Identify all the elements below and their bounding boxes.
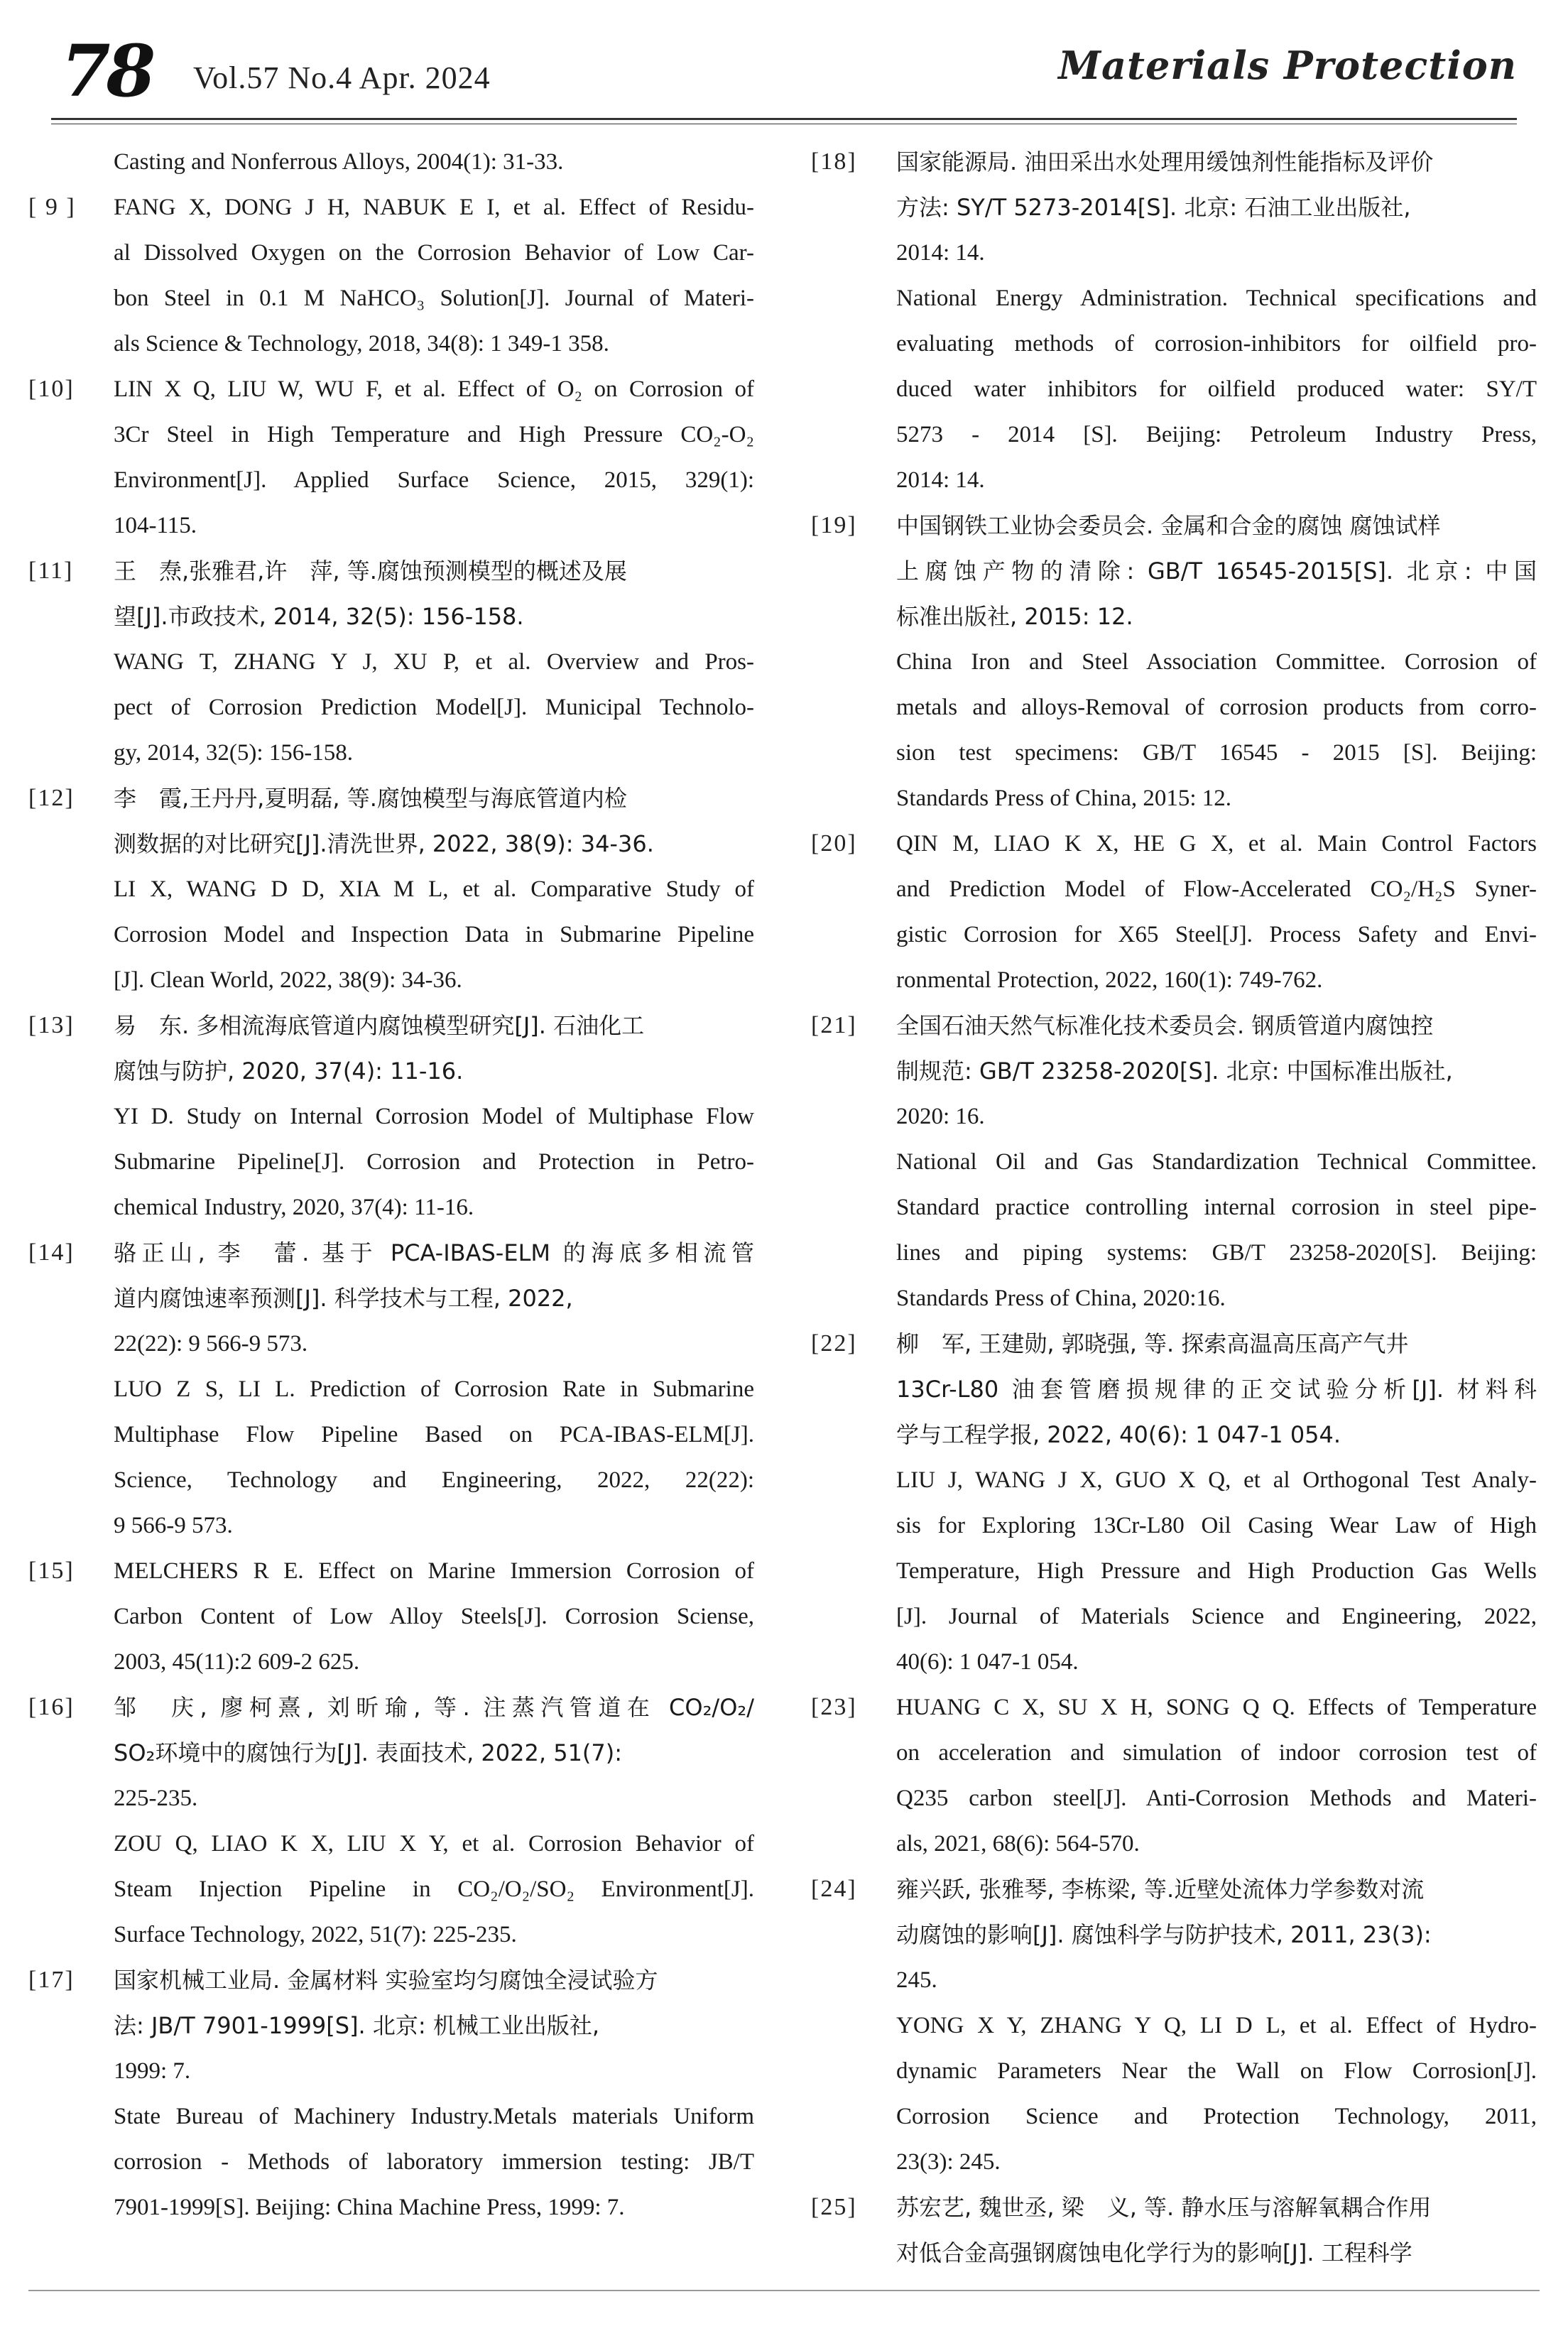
reference-entry xyxy=(28,1685,754,1957)
reference-number: [12] xyxy=(28,785,75,811)
reference-entry xyxy=(811,1867,1537,2185)
reference-line: duced water inhibitors for oilfield produced water: SY/T xyxy=(896,376,1537,402)
reference-line: 邹 庆, 廖柯熹, 刘昕瑜, 等. 注蒸汽管道在 CO₂/O₂/ xyxy=(114,1694,754,1721)
reference-entry xyxy=(811,503,1537,821)
reference-line: 李 霞,王丹丹,夏明磊, 等.腐蚀模型与海底管道内检 xyxy=(114,785,627,812)
reference-line: Multiphase Flow Pipeline Based on PCA-IBAS-ELM[J]. xyxy=(114,1422,754,1447)
reference-column-left xyxy=(28,139,754,2230)
reference-line: YI D. Study on Internal Corrosion Model of Multiphase Flow xyxy=(114,1104,754,1129)
reference-line: 骆正山, 李 蕾. 基于 PCA-IBAS-ELM 的海底多相流管 xyxy=(114,1239,754,1266)
reference-line: 2020: 16. xyxy=(896,1104,985,1129)
reference-number: [14] xyxy=(28,1239,75,1266)
reference-line: chemical Industry, 2020, 37(4): 11-16. xyxy=(114,1195,474,1220)
reference-line: 7901-1999[S]. Beijing: China Machine Press, 1999: 7. xyxy=(114,2195,625,2220)
reference-line: LIN X Q, LIU W, WU F, et al. Effect of O₂ on Corrosion of xyxy=(114,376,754,402)
reference-number: [16] xyxy=(28,1694,75,1720)
reference-entry xyxy=(28,139,754,185)
reference-line: 标准出版社, 2015: 12. xyxy=(896,603,1133,630)
reference-number: [20] xyxy=(811,830,857,857)
reference-line: 104-115. xyxy=(114,513,197,538)
reference-number: [25] xyxy=(811,2194,857,2220)
page-header xyxy=(51,28,1517,121)
reference-line: Q235 carbon steel[J]. Anti-Corrosion Methods and Materi- xyxy=(896,1786,1537,1811)
reference-line: bon Steel in 0.1 M NaHCO₃ Solution[J]. Journal of Materi- xyxy=(114,286,754,311)
reference-line: als, 2021, 68(6): 564-570. xyxy=(896,1831,1140,1857)
reference-line: sion test specimens: GB/T 16545 - 2015 [S]. Beijing: xyxy=(896,740,1537,766)
reference-line: corrosion - Methods of laboratory immersion testing: JB/T xyxy=(114,2149,754,2175)
reference-entry xyxy=(811,1003,1537,1321)
reference-line: 方法: SY/T 5273-2014[S]. 北京: 石油工业出版社, xyxy=(896,194,1411,221)
reference-number: [10] xyxy=(28,376,75,402)
reference-number: [23] xyxy=(811,1694,857,1720)
reference-line: Standards Press of China, 2020:16. xyxy=(896,1286,1226,1311)
reference-number: [21] xyxy=(811,1012,857,1038)
reference-line: 动腐蚀的影响[J]. 腐蚀科学与防护技术, 2011, 23(3): xyxy=(896,1921,1432,1948)
reference-entry xyxy=(28,548,754,776)
reference-line: 腐蚀与防护, 2020, 37(4): 11-16. xyxy=(114,1058,464,1085)
header-rule xyxy=(51,118,1517,120)
reference-line: Steam Injection Pipeline in CO₂/O₂/SO₂ Environment[J]. xyxy=(114,1876,754,1902)
reference-number: [17] xyxy=(28,1967,75,1993)
reference-line: pect of Corrosion Prediction Model[J]. Municipal Technolo- xyxy=(114,695,754,720)
reference-line: 中国钢铁工业协会委员会. 金属和合金的腐蚀 腐蚀试样 xyxy=(896,512,1441,539)
reference-line: metals and alloys-Removal of corrosion products from corro- xyxy=(896,695,1537,720)
reference-entry xyxy=(811,1321,1537,1685)
reference-number: [22] xyxy=(811,1330,857,1357)
reference-line: 245. xyxy=(896,1967,937,1993)
reference-line: 上腐蚀产物的清除: GB/T 16545-2015[S]. 北京: 中国 xyxy=(896,558,1537,585)
journal-name: Materials Protection xyxy=(1058,43,1517,88)
reference-line: 法: JB/T 7901-1999[S]. 北京: 机械工业出版社, xyxy=(114,2012,600,2039)
reference-number: [11] xyxy=(28,558,74,584)
reference-line: 易 东. 多相流海底管道内腐蚀模型研究[J]. 石油化工 xyxy=(114,1012,645,1039)
reference-line: LIU J, WANG J X, GUO X Q, et al Orthogonal Test Analy- xyxy=(896,1467,1537,1493)
reference-line: Corrosion Model and Inspection Data in Submarine Pipeline xyxy=(114,922,754,947)
reference-line: als Science & Technology, 2018, 34(8): 1 349-1 358. xyxy=(114,331,609,357)
reference-number: [15] xyxy=(28,1558,75,1584)
reference-line: 全国石油天然气标准化技术委员会. 钢质管道内腐蚀控 xyxy=(896,1012,1434,1039)
reference-number: [19] xyxy=(811,512,857,538)
reference-line: YONG X Y, ZHANG Y Q, LI D L, et al. Effect of Hydro- xyxy=(896,2013,1537,2038)
reference-line: Environment[J]. Applied Surface Science, 2015, 329(1): xyxy=(114,467,754,493)
reference-entry xyxy=(811,139,1537,503)
reference-line: LUO Z S, LI L. Prediction of Corrosion Rate in Submarine xyxy=(114,1376,754,1402)
footer-rule xyxy=(28,2290,1540,2291)
issue-info: Vol.57 No.4 Apr. 2024 xyxy=(193,60,491,95)
reference-number: [24] xyxy=(811,1876,857,1902)
reference-entry xyxy=(28,1548,754,1685)
reference-line: Surface Technology, 2022, 51(7): 225-235. xyxy=(114,1922,517,1947)
reference-line: FANG X, DONG J H, NABUK E I, et al. Effect of Residu- xyxy=(114,195,754,220)
reference-line: WANG T, ZHANG Y J, XU P, et al. Overview and Pros- xyxy=(114,649,754,675)
reference-line: ZOU Q, LIAO K X, LIU X Y, et al. Corrosion Behavior of xyxy=(114,1831,754,1857)
reference-line: 柳 军, 王建勋, 郭晓强, 等. 探索高温高压高产气井 xyxy=(896,1330,1409,1357)
reference-line: 2003, 45(11):2 609-2 625. xyxy=(114,1649,360,1675)
reference-entry xyxy=(811,2185,1537,2276)
reference-line: 2014: 14. xyxy=(896,240,985,266)
page-number: 78 xyxy=(61,29,152,113)
reference-line: evaluating methods of corrosion-inhibitors for oilfield pro- xyxy=(896,331,1537,357)
reference-line: 道内腐蚀速率预测[J]. 科学技术与工程, 2022, xyxy=(114,1285,573,1312)
reference-line: gy, 2014, 32(5): 156-158. xyxy=(114,740,353,766)
reference-line: China Iron and Steel Association Committee. Corrosion of xyxy=(896,649,1537,675)
reference-column-right xyxy=(811,139,1537,2276)
reference-line: and Prediction Model of Flow-Accelerated CO₂/H₂S Syner- xyxy=(896,876,1537,902)
reference-entry xyxy=(28,1230,754,1548)
reference-line: Standards Press of China, 2015: 12. xyxy=(896,786,1232,811)
reference-line: 23(3): 245. xyxy=(896,2149,1001,2175)
reference-line: QIN M, LIAO K X, HE G X, et al. Main Control Factors xyxy=(896,831,1537,857)
reference-line: dynamic Parameters Near the Wall on Flow Corrosion[J]. xyxy=(896,2058,1537,2084)
reference-line: 制规范: GB/T 23258-2020[S]. 北京: 中国标准出版社, xyxy=(896,1058,1453,1085)
reference-line: National Energy Administration. Technical specifications and xyxy=(896,286,1537,311)
reference-line: State Bureau of Machinery Industry.Metals materials Uniform xyxy=(114,2104,754,2129)
reference-line: 22(22): 9 566-9 573. xyxy=(114,1331,308,1357)
reference-number: [13] xyxy=(28,1012,75,1038)
reference-line: 9 566-9 573. xyxy=(114,1513,233,1538)
reference-line: National Oil and Gas Standardization Technical Committee. xyxy=(896,1149,1537,1175)
reference-line: LI X, WANG D D, XIA M L, et al. Comparative Study of xyxy=(114,876,754,902)
reference-line: 雍兴跃, 张雅琴, 李栋梁, 等.近壁处流体力学参数对流 xyxy=(896,1876,1425,1903)
reference-line: 测数据的对比研究[J].清洗世界, 2022, 38(9): 34-36. xyxy=(114,830,654,857)
reference-line: MELCHERS R E. Effect on Marine Immersion Corrosion of xyxy=(114,1558,754,1584)
reference-line: 国家能源局. 油田采出水处理用缓蚀剂性能指标及评价 xyxy=(896,148,1434,175)
reference-line: 13Cr-L80 油套管磨损规律的正交试验分析[J]. 材料科 xyxy=(896,1376,1537,1403)
reference-number: [ 9 ] xyxy=(28,194,76,220)
reference-entry xyxy=(28,1003,754,1230)
reference-line: 望[J].市政技术, 2014, 32(5): 156-158. xyxy=(114,603,524,630)
reference-line: Carbon Content of Low Alloy Steels[J]. Corrosion Sciense, xyxy=(114,1604,754,1629)
reference-line: 国家机械工业局. 金属材料 实验室均匀腐蚀全浸试验方 xyxy=(114,1967,658,1994)
reference-number: [18] xyxy=(811,148,857,175)
reference-line: ronmental Protection, 2022, 160(1): 749-762. xyxy=(896,967,1323,993)
reference-line: gistic Corrosion for X65 Steel[J]. Process Safety and Envi- xyxy=(896,922,1537,947)
reference-line: 学与工程学报, 2022, 40(6): 1 047-1 054. xyxy=(896,1421,1341,1448)
reference-line: HUANG C X, SU X H, SONG Q Q. Effects of Temperature xyxy=(896,1695,1537,1720)
reference-line: al Dissolved Oxygen on the Corrosion Behavior of Low Car- xyxy=(114,240,754,266)
reference-entry xyxy=(28,776,754,1003)
reference-line: lines and piping systems: GB/T 23258-2020[S]. Beijing: xyxy=(896,1240,1537,1266)
reference-line: Corrosion Science and Protection Technology, 2011, xyxy=(896,2104,1537,2129)
reference-line: 对低合金高强钢腐蚀电化学行为的影响[J]. 工程科学 xyxy=(896,2239,1412,2266)
reference-line: 2014: 14. xyxy=(896,467,985,493)
reference-line: Science, Technology and Engineering, 2022, 22(22): xyxy=(114,1467,754,1493)
reference-line: Submarine Pipeline[J]. Corrosion and Protection in Petro- xyxy=(114,1149,754,1175)
reference-entry xyxy=(28,185,754,366)
reference-line: Standard practice controlling internal corrosion in steel pipe- xyxy=(896,1195,1537,1220)
reference-line: sis for Exploring 13Cr-L80 Oil Casing Wear Law of High xyxy=(896,1513,1537,1538)
reference-line: SO₂环境中的腐蚀行为[J]. 表面技术, 2022, 51(7): xyxy=(114,1739,623,1766)
reference-line: Casting and Nonferrous Alloys, 2004(1): 31-33. xyxy=(114,149,564,175)
reference-line: [J]. Journal of Materials Science and Engineering, 2022, xyxy=(896,1604,1537,1629)
reference-line: 苏宏艺, 魏世丞, 梁 义, 等. 静水压与溶解氧耦合作用 xyxy=(896,2194,1432,2221)
reference-line: 1999: 7. xyxy=(114,2058,191,2084)
reference-entry xyxy=(28,1957,754,2230)
reference-entry xyxy=(811,821,1537,1003)
reference-entry xyxy=(811,1685,1537,1867)
reference-line: 40(6): 1 047-1 054. xyxy=(896,1649,1079,1675)
reference-line: [J]. Clean World, 2022, 38(9): 34-36. xyxy=(114,967,462,993)
reference-line: 5273 - 2014 [S]. Beijing: Petroleum Industry Press, xyxy=(896,422,1537,447)
reference-entry xyxy=(28,366,754,548)
reference-line: 王 焘,张雅君,许 萍, 等.腐蚀预测模型的概述及展 xyxy=(114,558,627,585)
reference-line: Temperature, High Pressure and High Production Gas Wells xyxy=(896,1558,1537,1584)
reference-line: 3Cr Steel in High Temperature and High Pressure CO₂-O₂ xyxy=(114,422,754,447)
reference-line: 225-235. xyxy=(114,1786,198,1811)
reference-line: on acceleration and simulation of indoor corrosion test of xyxy=(896,1740,1537,1766)
